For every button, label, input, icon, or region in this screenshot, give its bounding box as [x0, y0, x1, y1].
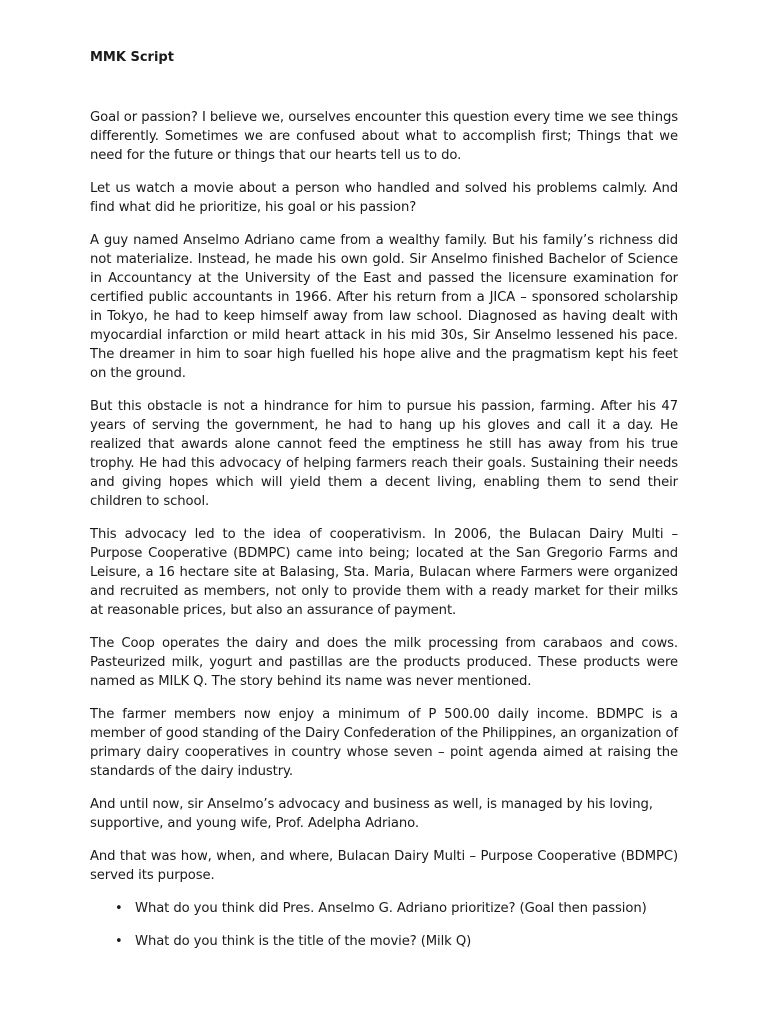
paragraph-management: And until now, sir Anselmo’s advocacy and business as well, is managed by his loving, supportive, and young wife, Prof. Adelpha Adriano.: [90, 797, 653, 831]
bullet-icon: •: [115, 901, 123, 916]
question-text: What do you think is the title of the movie? (Milk Q): [135, 934, 472, 949]
title-spacer: [90, 68, 678, 108]
paragraph-conclusion: And that was how, when, and where, Bulacan Dairy Multi – Purpose Cooperative (BDMPC) served its purpose.: [90, 849, 678, 883]
paragraph-passion: But this obstacle is not a hindrance for him to pursue his passion, farming. After his 47 years of serving the government, he had to hang up his gloves and call it a day. He realized that awards alone cannot feed the emptiness he still has away from his true trophy. He had this advocacy of helping farmers reach their goals. Sustaining their needs and giving hopes which will yield them a decent living, enabling them to send their children to school.: [90, 399, 678, 509]
question-list: [90, 899, 678, 951]
paragraph-farmer-income: The farmer members now enjoy a minimum of P 500.00 daily income. BDMPC is a member of good standing of the Dairy Confederation of the Philippines, an organization of primary dairy cooperatives in country whose seven – point agenda aimed at raising the standards of the dairy industry.: [90, 707, 679, 779]
paragraph-movie-invite: Let us watch a movie about a person who handled and solved his problems calmly. And find what did he prioritize, his goal or his passion?: [90, 181, 678, 215]
question-text: What do you think did Pres. Anselmo G. Adriano prioritize? (Goal then passion): [135, 901, 647, 916]
document-title: MMK Script: [90, 50, 174, 65]
list-item: [90, 899, 678, 918]
paragraph-intro: Goal or passion? I believe we, ourselves encounter this question every time we see things differently. Sometimes we are confused about what to accomplish first; Things that we need for the future or things that our hearts tell us to do.: [90, 110, 678, 163]
list-item: [90, 932, 678, 951]
document-page: [90, 48, 678, 965]
bullet-icon: •: [115, 934, 123, 949]
paragraph-cooperativism: This advocacy led to the idea of cooperativism. In 2006, the Bulacan Dairy Multi – Purpose Cooperative (BDMPC) came into being; located at the San Gregorio Farms and Leisure, a 16 hectare site at Balasing, Sta. Maria, Bulacan where Farmers were organized and recruited as members, not only to provide them with a ready market for their milks at reasonable prices, but also an assurance of payment.: [90, 527, 678, 618]
paragraph-coop-operations: The Coop operates the dairy and does the milk processing from carabaos and cows. Pasteurized milk, yogurt and pastillas are the products produced. These products were named as MILK Q. The story behind its name was never mentioned.: [90, 636, 678, 689]
paragraph-background: A guy named Anselmo Adriano came from a wealthy family. But his family’s richness did not materialize. Instead, he made his own gold. Sir Anselmo finished Bachelor of Science in Accountancy at the University of the East and passed the licensure examination for certified public accountants in 1966. After his return from a JICA – sponsored scholarship in Tokyo, he had to keep himself away from law school. Diagnosed as having dealt with myocardial infarction or mild heart attack in his mid 30s, Sir Anselmo lessened his pace. The dreamer in him to soar high fuelled his hope alive and the pragmatism kept his feet on the ground.: [90, 233, 678, 381]
